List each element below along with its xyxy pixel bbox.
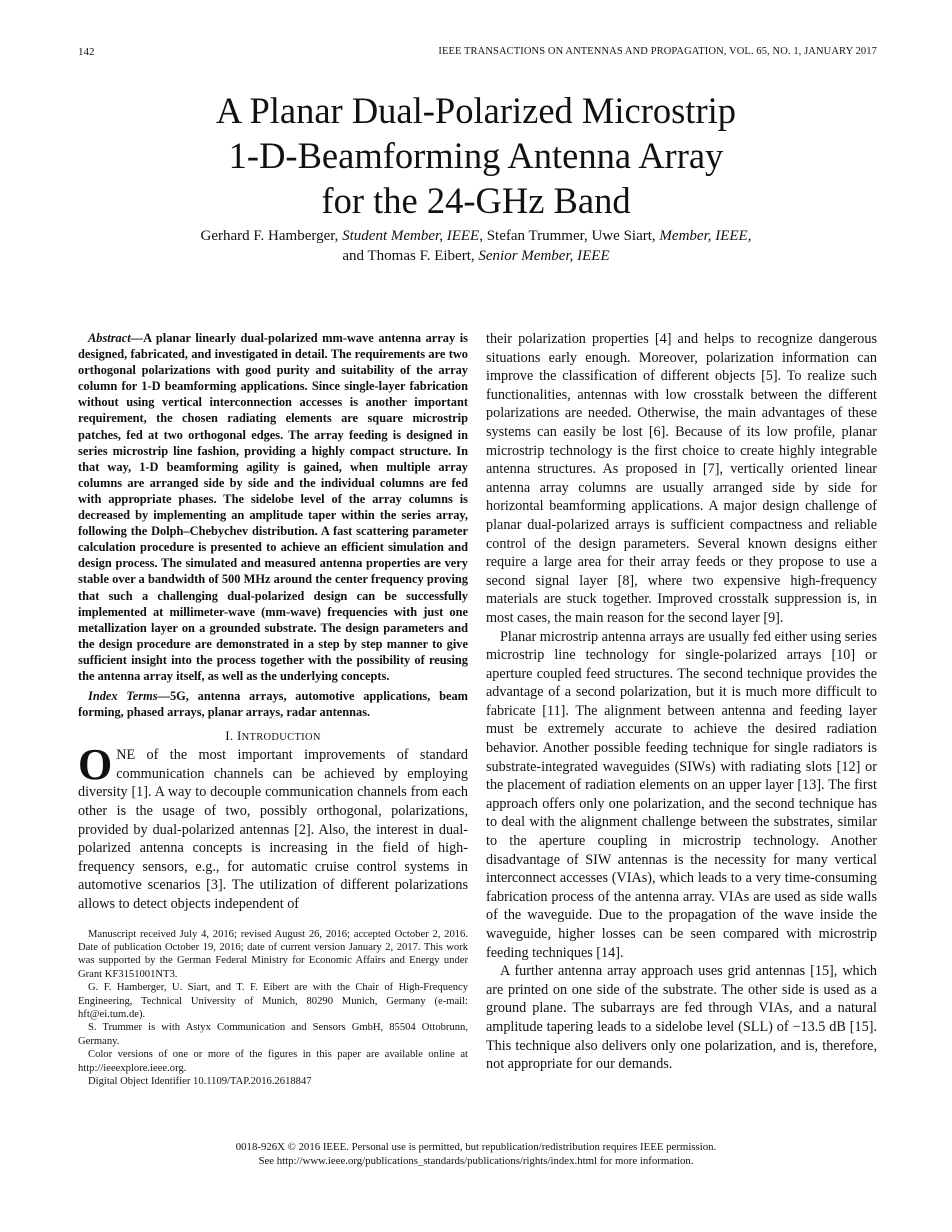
author-name: , Stefan Trummer, Uwe Siart, (479, 228, 660, 244)
copyright-line-2: See http://www.ieee.org/publications_standards/publications/rights/index.html for more information. (258, 1155, 694, 1167)
body-paragraph: their polarization properties [4] and helps to recognize dangerous situations early enough. Moreover, polarization information can improve the classification of different objects [5]. To realize such functionalities, antennas with low crosstalk between the different polarizations are needed. Otherwise, the main advantages of these systems can easily be lost [6]. Because of its low profile, planar microstrip technology is the first choice to create highly integrable antenna structures. As proposed in [7], vertically oriented linear antenna array columns are usually arranged side by side for horizontal beamforming applications. A major design challenge of planar dual-polarized arrays is sufficient compactness and reliable control of the design parameters. Several known designs either require a large area for their array feeds or they propose to use a second signal layer [8], where two expensive high-frequency materials are stuck together. Improved crosstalk suppression is, in most cases, the main reason for the second layer [9]. (486, 331, 877, 626)
footnote-affiliation-2: S. Trummer is with Astyx Communication and Sensors GmbH, 85504 Ottobrunn, Germany. (78, 1022, 468, 1047)
journal-header: IEEE TRANSACTIONS ON ANTENNAS AND PROPAGATION, VOL. 65, NO. 1, JANUARY 2017 (438, 46, 877, 57)
paper-title (0, 88, 952, 223)
abstract (78, 330, 468, 684)
section-title-rest: NTRODUCTION (241, 732, 321, 744)
section-heading-introduction (78, 728, 468, 744)
title-line-1: A Planar Dual-Polarized Microstrip (215, 90, 736, 131)
author-list (0, 226, 952, 266)
author-name: and Thomas F. Eibert, (342, 248, 479, 264)
copyright-notice (0, 1140, 952, 1168)
intro-text: NE of the most important improvements of standard communication channels can be achieved by employing diversity [1]. A way to decouple communication channels from each other is the usage of two, possibly orthogonal, polarizations, provided by dual-polarized antennas [2]. Also, the interest in dual-polarized antenna concepts is increasing in the field of high-frequency sensors, e.g., for automatic cruise control systems in automotive scenarios [3]. The utilization of different polarizations allows to detect objects independent of (78, 747, 468, 912)
title-line-2: 1-D-Beamforming Antenna Array (228, 135, 724, 176)
footnote-affiliation-1: G. F. Hamberger, U. Siart, and T. F. Eibert are with the Chair of High-Frequency Engineering, Technical University of Munich, 80290 Munich, Germany (e-mail: hft@ei.tum.de). (78, 982, 468, 1021)
index-terms (78, 688, 468, 720)
abstract-text: A planar linearly dual-polarized mm-wave antenna array is designed, fabricated, and investigated in detail. The requirements are two orthogonal polarizations with good purity and suitability of the array column for 1-D beamforming applications. Since single-layer fabrication without using vertical interconnection accesses is another important requirement, the chosen radiating elements are square microstrip patches, fed at two orthogonal edges. The array feeding is designed in series microstrip line fashion, providing a highly compact structure. In that way, 1-D beamforming agility is gained, when multiple array columns are arranged side by side and the individual columns are fed with appropriate phases. The sidelobe level of the array columns is decreased by implementing an amplitude taper within the series array, following the Dolph–Chebychev distribution. A fast scattering parameter calculation procedure is presented to achieve an efficient simulation and design process. The simulated and measured antenna properties are very stable over a bandwidth of 500 MHz around the center frequency proving that such a challenging dual-polarized design can be successfully implemented at millimeter-wave (mm-wave) frequencies with just one metallization layer on a grounded substrate. The design parameters and the design procedure are demonstrated in a step by step manner to give sufficient insight into the process together with the possibility of reusing the antenna array itself, as well as the underlying concepts. (78, 331, 468, 683)
footnote-manuscript: Manuscript received July 4, 2016; revised August 26, 2016; accepted October 2, 2016. Date of publication October 19, 2016; date of current version January 2, 2017. This work was supported by the German Federal Ministry for Economic Affairs and Energy under Grant KF3151001NT3. (78, 928, 468, 980)
section-title-initial: I (236, 728, 242, 744)
author-role: Member, IEEE (659, 228, 748, 244)
page-number: 142 (78, 46, 95, 58)
abstract-label: Abstract— (88, 331, 144, 345)
left-column (78, 330, 468, 1088)
intro-paragraph (78, 740, 468, 913)
index-terms-text: 5G, antenna arrays, automotive applications, beam forming, phased arrays, planar arrays, radar antennas. (78, 689, 468, 720)
author-separator: , (747, 228, 752, 244)
drop-cap: O (78, 740, 113, 790)
title-line-3: for the 24-GHz Band (321, 180, 631, 221)
right-column (486, 330, 877, 1074)
footnotes (78, 928, 468, 1089)
author-name: Gerhard F. Hamberger, (200, 228, 343, 244)
copyright-line-1: 0018-926X © 2016 IEEE. Personal use is permitted, but republication/redistribution requires IEEE permission. (235, 1141, 717, 1153)
footnote-color-versions: Color versions of one or more of the figures in this paper are available online at http://ieeexplore.ieee.org. (78, 1049, 468, 1074)
footnote-doi: Digital Object Identifier 10.1109/TAP.2016.2618847 (88, 1076, 312, 1088)
author-role: Senior Member, IEEE (478, 248, 610, 264)
body-paragraph: A further antenna array approach uses grid antennas [15], which are printed on one side of the substrate. The other side is used as a ground plane. The subarrays are fed through VIAs, and a natural amplitude tapering leads to a sidelobe level (SLL) of −13.5 dB [15]. This technique also delivers only one polarization, and is, therefore, not appropriate for our demands. (486, 963, 877, 1073)
body-paragraph: Planar microstrip antenna arrays are usually fed either using series microstrip line technology for single-polarized arrays [10] or aperture coupled feed structures. The second technique provides the advantage of a second polarization, but it is much more difficult to fabricate [11]. The alignment between antenna and feeding layer must be extremely accurate to achieve the desired radiation behavior. Another possible feeding technique for single radiators is substrate-integrated waveguides (SIWs) with radiating slots [12] or the placement of radiation elements on an upper layer [13]. The first approach offers only one polarization, and the second technique has to deal with the alignment challenge between the substrates, similar to the aperture coupling in microstrip technology. Another disadvantage of SIW antennas is the necessity for many vertical interconnect accesses (VIAs), which leads to a very time-consuming fabrication process of the antenna array. VIAs are used as side walls of the waveguide. Due to the propagation of the wave inside the waveguide, higher losses can be seen compared with microstrip feeding techniques [14]. (486, 628, 878, 961)
section-number: I. (225, 728, 237, 744)
author-role: Student Member, IEEE (342, 228, 480, 244)
index-terms-label: Index Terms— (88, 689, 170, 704)
